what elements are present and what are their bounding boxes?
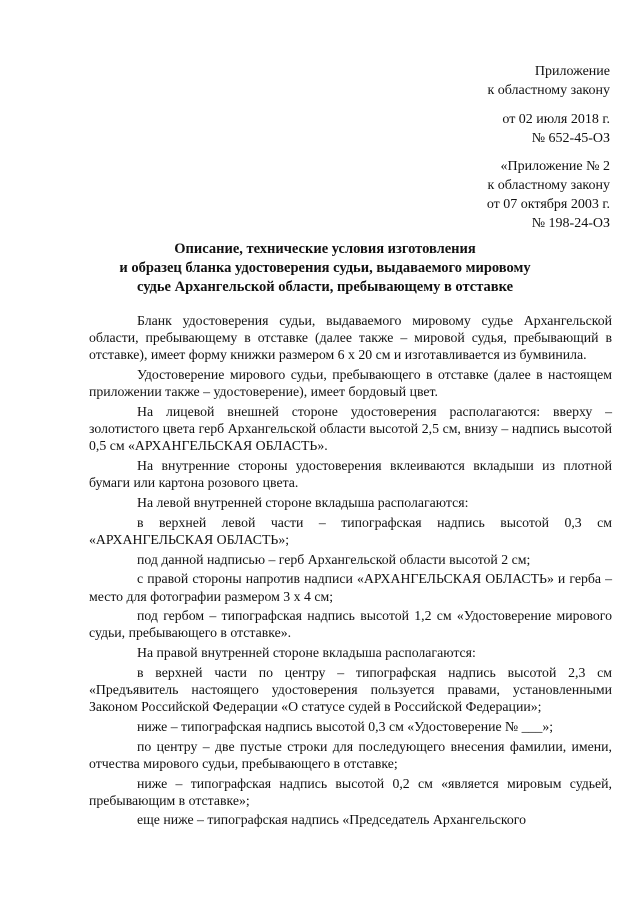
title-line-1: Описание, технические условия изготовления (174, 241, 476, 257)
prev-law-number: № 198-24-ОЗ (531, 216, 610, 231)
paragraph: На лицевой внешней стороне удостоверения располагаются: вверху – золотистого цвета герб Архангельской области высотой 2,5 см, внизу – надпись высотой 0,5 см «АРХАНГЕЛЬСКАЯ ОБЛАСТЬ». (89, 404, 612, 454)
title-line-2: и образец бланка удостоверения судьи, выдаваемого мировому (119, 260, 531, 276)
document-body (89, 312, 612, 831)
paragraph: ниже – типографская надпись высотой 0,3 см «Удостоверение № ___»; (137, 718, 554, 734)
law-date: от 02 июля 2018 г. (502, 112, 610, 127)
paragraph: по центру – две пустые строки для последующего внесения фамилии, имени, отчества мирового судьи, пребывающего в отставке; (89, 738, 612, 771)
paragraph: с правой стороны напротив надписи «АРХАНГЕЛЬСКАЯ ОБЛАСТЬ» и герба – место для фотографии размером 3 х 4 см; (89, 571, 612, 604)
prev-appendix-label: «Приложение № 2 (500, 159, 610, 174)
paragraph: На левой внутренней стороне вкладыша располагаются: (137, 495, 469, 511)
law-number: № 652-45-ОЗ (531, 131, 610, 146)
paragraph: в верхней части по центру – типографская надпись высотой 2,3 см «Предъявитель настоящего удостоверения пользуется правами, установленными Законом Российской Федерации «О статусе судей в Российской Федерации»; (89, 664, 612, 715)
paragraph: еще ниже – типографская надпись «Председатель Архангельского (137, 812, 526, 828)
paragraph: Удостоверение мирового судьи, пребывающего в отставке (далее в настоящем приложении также – удостоверение), имеет бордовый цвет. (89, 367, 612, 400)
paragraph: На правой внутренней стороне вкладыша располагаются: (137, 645, 476, 661)
paragraph: ниже – типографская надпись высотой 0,2 см «является мировым судьей, пребывающим в отставке»; (89, 775, 612, 808)
paragraph: в верхней левой части – типографская надпись высотой 0,3 см «АРХАНГЕЛЬСКАЯ ОБЛАСТЬ»; (89, 514, 612, 547)
document-title (80, 240, 570, 297)
prev-appendix-law: к областному закону (487, 178, 610, 193)
title-line-3: судье Архангельской области, пребывающему в отставке (136, 279, 514, 295)
paragraph: под данной надписью – герб Архангельской области высотой 2 см; (137, 551, 531, 567)
paragraph: Бланк удостоверения судьи, выдаваемого мировому судье Архангельской области, пребывающему в отставке (далее также – мировой судья, пребывающий в отставке), имеет форму книжки размером 6 х 20 см и изготавливается из бумвинила. (89, 313, 612, 363)
appendix-law: к областному закону (487, 83, 610, 98)
appendix-header (487, 62, 610, 100)
paragraph: под гербом – типографская надпись высотой 1,2 см «Удостоверение мирового судьи, пребывающего в отставке». (89, 608, 612, 641)
prev-law-date: от 07 октября 2003 г. (486, 197, 610, 212)
previous-appendix-header (487, 157, 610, 233)
appendix-label: Приложение (534, 64, 610, 79)
law-reference (502, 110, 610, 148)
paragraph: На внутренние стороны удостоверения вклеиваются вкладыши из плотной бумаги или картона розового цвета. (89, 458, 612, 491)
